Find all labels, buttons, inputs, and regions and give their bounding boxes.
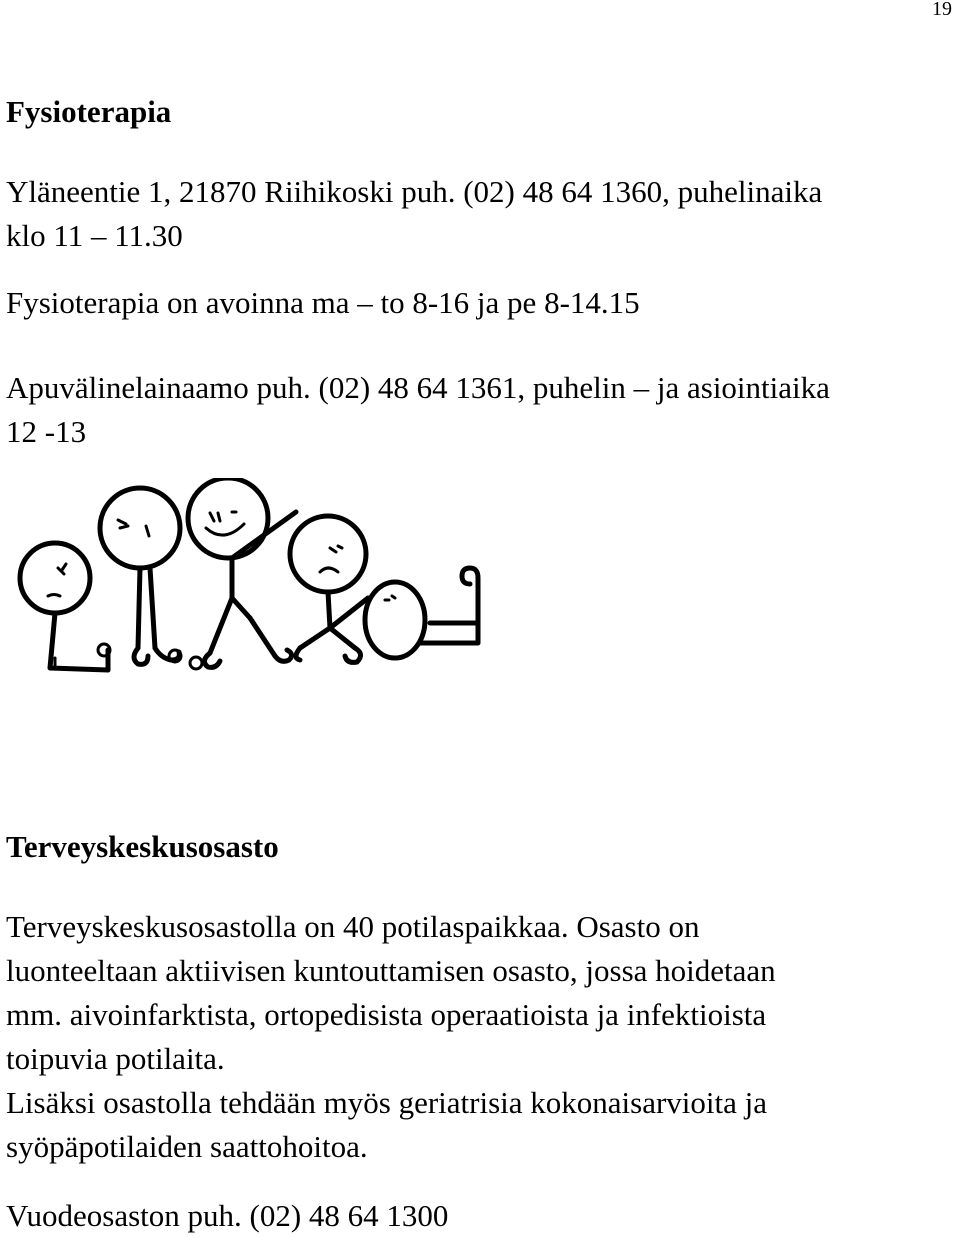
fysioterapia-address: [6, 170, 954, 258]
figure-body: [50, 613, 108, 670]
description-line: luonteeltaan aktiivisen kuntouttamisen osasto, jossa hoidetaan: [6, 953, 776, 988]
description-line: mm. aivoinfarktista, ortopedisista operaatioista ja infektioista: [6, 997, 767, 1032]
description-line: Terveyskeskusosastolla on 40 potilaspaikkaa. Osasto on: [6, 909, 700, 944]
description-line: Lisäksi osastolla tehdään myös geriatrisia kokonaisarvioita ja: [6, 1085, 768, 1120]
terveyskeskusosasto-description: [6, 905, 954, 1169]
description-line: toipuvia potilaita.: [6, 1041, 225, 1076]
phone-line: Vuodeosaston puh. (02) 48 64 1300: [6, 1198, 449, 1233]
page-number: 19: [932, 0, 952, 20]
section-heading-fysioterapia: Fysioterapia: [6, 94, 172, 129]
equipment-loan-info: [6, 366, 954, 454]
figure-body-ball: [365, 582, 425, 658]
figure-head: [20, 543, 90, 613]
figure-head: [188, 478, 268, 558]
hours-line: Fysioterapia on avoinna ma – to 8-16 ja pe 8-14.15: [6, 285, 640, 320]
address-line: Yläneentie 1, 21870 Riihikoski puh. (02) 48 64 1360, puhelinaika: [6, 174, 823, 209]
stick-figures-exercising-icon: [0, 478, 500, 698]
ward-phone: [6, 1194, 954, 1238]
fysioterapia-hours: [6, 281, 954, 325]
section-heading-terveyskeskusosasto: Terveyskeskusosasto: [6, 829, 279, 864]
equipment-line: Apuvälinelainaamo puh. (02) 48 64 1361, puhelin – ja asiointiaika: [6, 370, 830, 405]
address-line: klo 11 – 11.30: [6, 218, 183, 253]
equipment-line: 12 -13: [6, 414, 87, 449]
figure-head: [100, 488, 180, 568]
figure-head: [290, 516, 366, 592]
description-line: syöpäpotilaiden saattohoitoa.: [6, 1129, 368, 1164]
